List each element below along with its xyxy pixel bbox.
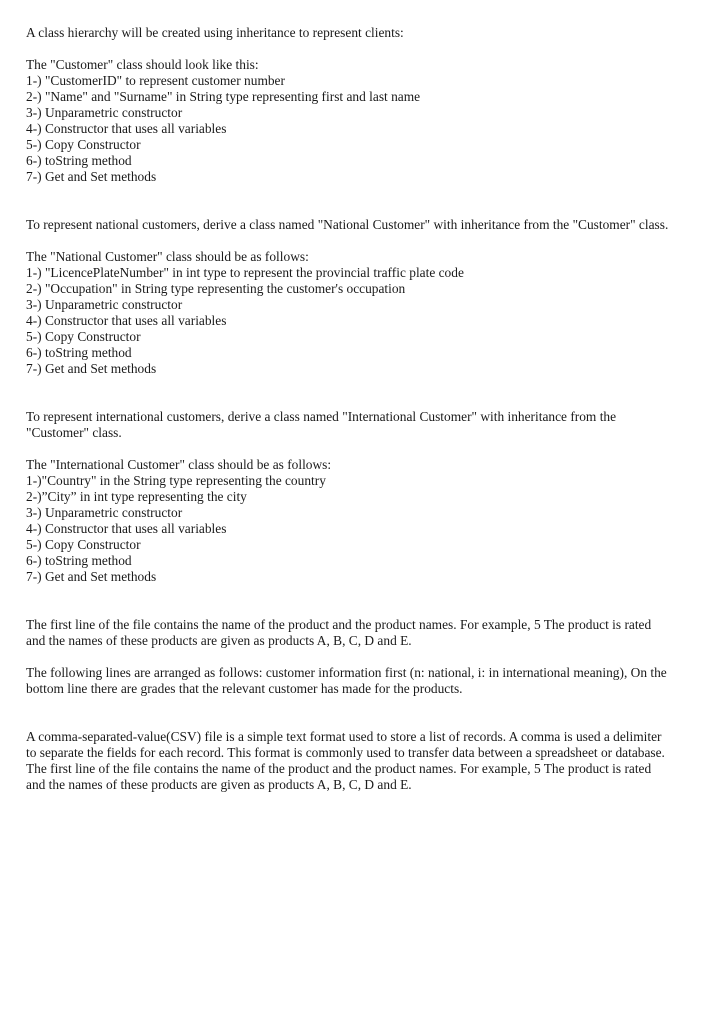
list-item: 2-)”City” in int type representing the city [26, 489, 247, 504]
file-format-section [26, 617, 700, 697]
file-following-lines-paragraph [26, 665, 700, 697]
international-requirements-list [26, 473, 700, 585]
list-item: 3-) Unparametric constructor [26, 505, 183, 520]
customer-requirements-list [26, 73, 700, 185]
list-item: 4-) Constructor that uses all variables [26, 121, 227, 136]
national-customer-section [26, 217, 700, 377]
document-body [26, 25, 700, 793]
list-item: 4-) Constructor that uses all variables [26, 313, 227, 328]
text-line: A comma-separated-value(CSV) file is a simple text format used to store a list of records. A comma is used a delimiter [26, 729, 662, 744]
list-item: 2-) "Occupation" in String type representing the customer's occupation [26, 281, 406, 296]
list-item: 6-) toString method [26, 153, 132, 168]
list-item: 5-) Copy Constructor [26, 329, 141, 344]
csv-section [26, 729, 700, 793]
text-line: The first line of the file contains the name of the product and the product names. For example, 5 The product is rated [26, 761, 652, 776]
text-line: To represent international customers, derive a class named "International Customer" with inheritance from the [26, 409, 617, 424]
list-item: 3-) Unparametric constructor [26, 105, 183, 120]
text-line: "Customer" class. [26, 425, 122, 440]
list-item: 1-) "CustomerID" to represent customer number [26, 73, 285, 88]
list-item: 3-) Unparametric constructor [26, 297, 183, 312]
text-line: to separate the fields for each record. This format is commonly used to transfer data between a spreadsheet or database. [26, 745, 665, 760]
customer-heading: The "Customer" class should look like this: [26, 57, 259, 72]
list-item: 7-) Get and Set methods [26, 569, 157, 584]
file-first-line-paragraph [26, 617, 700, 649]
text-line: The following lines are arranged as follows: customer information first (n: national, i: in international meaning), On the [26, 665, 667, 680]
list-item: 6-) toString method [26, 553, 132, 568]
list-item: 7-) Get and Set methods [26, 361, 157, 376]
list-item: 1-)"Country" in the String type representing the country [26, 473, 326, 488]
international-intro [26, 409, 700, 441]
intro-text: A class hierarchy will be created using inheritance to represent clients: [26, 25, 404, 40]
national-requirements-list [26, 265, 700, 377]
customer-section [26, 57, 700, 185]
text-line: and the names of these products are given as products A, B, C, D and E. [26, 777, 412, 792]
list-item: 5-) Copy Constructor [26, 537, 141, 552]
list-item: 7-) Get and Set methods [26, 169, 157, 184]
national-intro: To represent national customers, derive a class named "National Customer" with inheritance from the "Customer" class. [26, 217, 669, 232]
list-item: 1-) "LicencePlateNumber" in int type to represent the provincial traffic plate code [26, 265, 464, 280]
national-heading: The "National Customer" class should be as follows: [26, 249, 309, 264]
list-item: 2-) "Name" and "Surname" in String type representing first and last name [26, 89, 421, 104]
international-customer-section [26, 409, 700, 585]
international-heading: The "International Customer" class should be as follows: [26, 457, 332, 472]
list-item: 6-) toString method [26, 345, 132, 360]
list-item: 5-) Copy Constructor [26, 137, 141, 152]
text-line: and the names of these products are given as products A, B, C, D and E. [26, 633, 412, 648]
text-line: The first line of the file contains the name of the product and the product names. For example, 5 The product is rated [26, 617, 652, 632]
csv-paragraph [26, 729, 700, 793]
list-item: 4-) Constructor that uses all variables [26, 521, 227, 536]
text-line: bottom line there are grades that the relevant customer has made for the products. [26, 681, 463, 696]
